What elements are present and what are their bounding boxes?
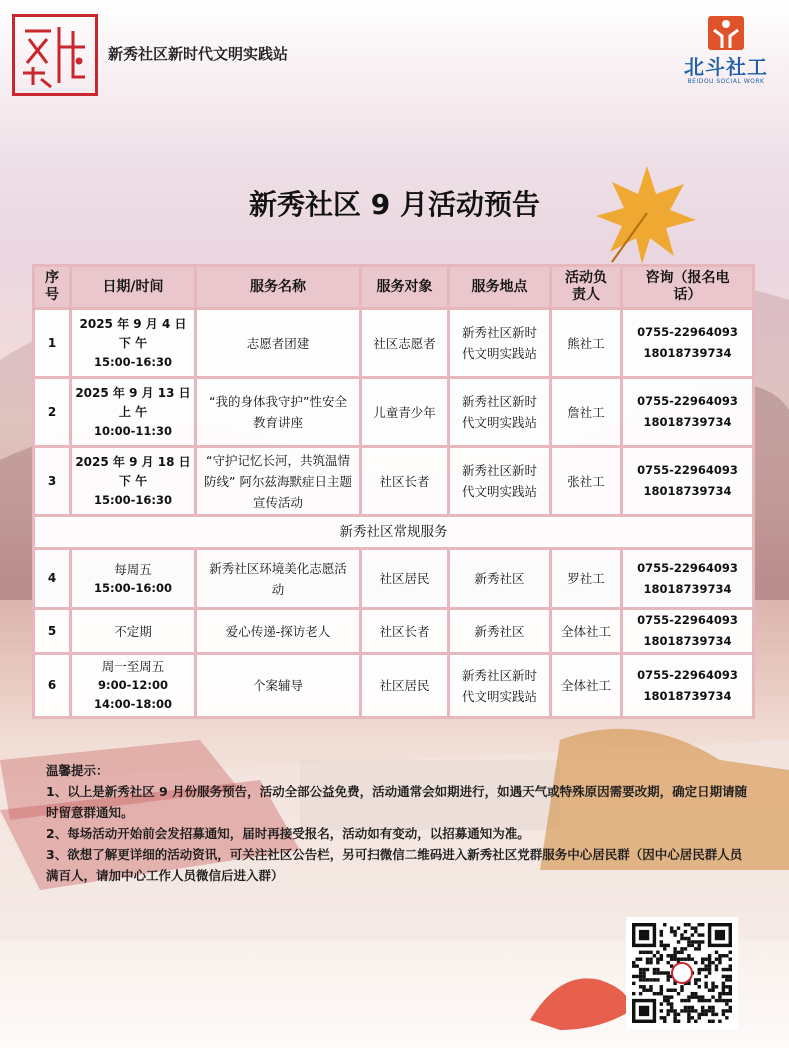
table-row — [34, 609, 754, 654]
row-contact — [622, 447, 754, 516]
wechat-qr-code[interactable] — [626, 917, 738, 1029]
phone-mobile: 18018739734 — [643, 415, 732, 429]
phone-mobile: 18018739734 — [643, 484, 732, 498]
row-lead: 罗社工 — [551, 549, 622, 609]
row-contact — [622, 378, 754, 447]
row-date — [71, 447, 196, 516]
phone-landline: 0755-22964093 — [637, 463, 738, 477]
row-lead: 全体社工 — [551, 654, 622, 718]
row-no: 2 — [34, 378, 71, 447]
table-row — [34, 309, 754, 378]
tip-item: 2、每场活动开始前会发招募通知，届时再接受报名，活动如有变动，以招募通知为准。 — [46, 826, 530, 841]
row-place: 新秀社区新时代文明实践站 — [449, 447, 551, 516]
qr-code-icon — [626, 917, 738, 1029]
row-contact — [622, 654, 754, 718]
row-service-name: “守护记忆长河，共筑温情防线” 阿尔兹海默症日主题宣传活动 — [196, 447, 361, 516]
row-target: 社区志愿者 — [361, 309, 449, 378]
row-target: 社区长者 — [361, 447, 449, 516]
row-service-name: 志愿者团建 — [196, 309, 361, 378]
row-date — [71, 378, 196, 447]
tip-item: 3、欲想了解更详细的活动资讯，可关注社区公告栏，另可扫微信二维码进入新秀社区党群服务中心居民群（因中心居民群人员满百人，请加中心工作人员微信后进入群） — [46, 847, 743, 883]
phone-mobile: 18018739734 — [643, 346, 732, 360]
time-text: 15:00-16:00 — [94, 580, 172, 595]
row-place: 新秀社区新时代文明实践站 — [449, 654, 551, 718]
civilization-station-logo — [12, 14, 98, 96]
table-row — [34, 549, 754, 609]
row-place: 新秀社区新时代文明实践站 — [449, 378, 551, 447]
row-date — [71, 549, 196, 609]
org-name: 新秀社区新时代文明实践站 — [108, 45, 289, 63]
row-contact — [622, 309, 754, 378]
row-service-name: 新秀社区环境美化志愿活动 — [196, 549, 361, 609]
row-target: 社区居民 — [361, 654, 449, 718]
row-no: 3 — [34, 447, 71, 516]
phone-mobile: 18018739734 — [643, 634, 732, 648]
row-contact — [622, 609, 754, 654]
row-service-name: 爱心传递-探访老人 — [196, 609, 361, 654]
row-place: 新秀社区新时代文明实践站 — [449, 309, 551, 378]
row-no: 6 — [34, 654, 71, 718]
row-no: 5 — [34, 609, 71, 654]
phone-mobile: 18018739734 — [643, 688, 732, 703]
table-header-row — [34, 266, 754, 309]
header-contact: 咨询（报名电话） — [622, 266, 754, 309]
tips-section — [46, 760, 751, 886]
row-target: 社区居民 — [361, 549, 449, 609]
phone-landline: 0755-22964093 — [637, 667, 738, 682]
row-service-name: 个案辅导 — [196, 654, 361, 718]
time-text: 9:00-12:00 — [98, 678, 168, 692]
date-text: 2025 年 9 月 4 日 — [79, 316, 187, 331]
table-row — [34, 654, 754, 718]
time-text: 15:00-16:30 — [94, 492, 172, 507]
date-text: 周一至周五 — [101, 659, 165, 674]
period-text: 上 午 — [118, 404, 148, 419]
header-lead: 活动负责人 — [551, 266, 622, 309]
logo-name-en: BEIDOU SOCIAL WORK — [687, 78, 765, 85]
header-service-name: 服务名称 — [196, 266, 361, 309]
time-text-2: 14:00-18:00 — [94, 697, 172, 711]
row-no: 4 — [34, 549, 71, 609]
row-date — [71, 654, 196, 718]
row-lead: 詹社工 — [551, 378, 622, 447]
header-no: 序号 — [34, 266, 71, 309]
row-contact — [622, 549, 754, 609]
period-text: 下 午 — [118, 335, 148, 350]
page-title: 新秀社区 9 月活动预告 — [249, 188, 540, 221]
phone-landline: 0755-22964093 — [637, 394, 738, 408]
beidou-mark-icon — [708, 16, 744, 50]
logo-name-cn: 北斗社工 — [684, 55, 768, 79]
phone-landline: 0755-22964093 — [637, 613, 738, 627]
date-text: 每周五 — [114, 561, 152, 577]
section-row — [34, 516, 754, 549]
regular-services-section-title: 新秀社区常规服务 — [34, 516, 754, 549]
row-lead: 熊社工 — [551, 309, 622, 378]
date-text: 2025 年 9 月 13 日 — [75, 385, 191, 400]
time-text: 15:00-16:30 — [94, 354, 172, 369]
table-row — [34, 447, 754, 516]
beidou-social-work-logo — [676, 16, 776, 98]
row-date: 不定期 — [71, 609, 196, 654]
tip-item: 1、以上是新秀社区 9 月份服务预告，活动全部公益免费，活动通常会如期进行，如遇天气或特殊原因需要改期，确定日期请随时留意群通知。 — [46, 784, 748, 820]
red-leaf-icon — [520, 960, 640, 1040]
phone-landline: 0755-22964093 — [637, 325, 738, 339]
phone-landline: 0755-22964093 — [637, 560, 738, 575]
time-text: 10:00-11:30 — [94, 423, 172, 438]
header-target: 服务对象 — [361, 266, 449, 309]
row-date — [71, 309, 196, 378]
row-lead: 张社工 — [551, 447, 622, 516]
date-text: 2025 年 9 月 18 日 — [75, 454, 191, 469]
row-lead: 全体社工 — [551, 609, 622, 654]
row-target: 儿童青少年 — [361, 378, 449, 447]
table-row — [34, 378, 754, 447]
header-date: 日期/时间 — [71, 266, 196, 309]
row-no: 1 — [34, 309, 71, 378]
row-service-name: “我的身体我守护”性安全教育讲座 — [196, 378, 361, 447]
row-place: 新秀社区 — [449, 549, 551, 609]
period-text: 下 午 — [118, 473, 148, 488]
activity-schedule-table — [32, 264, 755, 719]
tips-heading: 温馨提示： — [46, 763, 109, 778]
header-place: 服务地点 — [449, 266, 551, 309]
row-target: 社区长者 — [361, 609, 449, 654]
row-place: 新秀社区 — [449, 609, 551, 654]
phone-mobile: 18018739734 — [643, 581, 732, 596]
